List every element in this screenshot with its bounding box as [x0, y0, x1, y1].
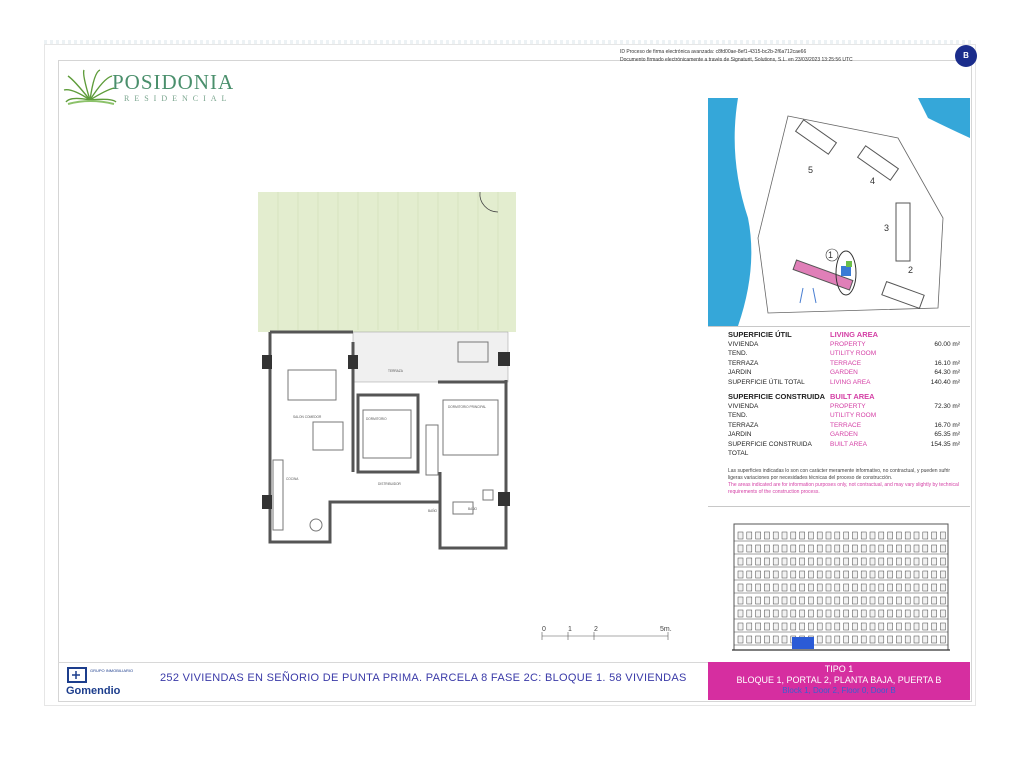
facade-window [835, 636, 840, 643]
facade-window [800, 558, 805, 565]
facade-window [852, 610, 857, 617]
areas-table [728, 330, 960, 459]
garden-area [258, 192, 516, 332]
facade-window [764, 623, 769, 630]
facade-window [914, 610, 919, 617]
facade-window [826, 636, 831, 643]
facade-window [782, 571, 787, 578]
facade-window [808, 623, 813, 630]
facade-window [888, 610, 893, 617]
scale-tick-1: 1 [568, 626, 572, 633]
scale-tick-2: 2 [594, 626, 598, 633]
facade-window [888, 623, 893, 630]
facade-window [852, 532, 857, 539]
facade-window [940, 636, 945, 643]
brand-name: POSIDONIA [112, 70, 235, 94]
facade-window [747, 571, 752, 578]
site-number-5: 5 [808, 165, 814, 175]
facade-window [852, 597, 857, 604]
facade-window [817, 584, 822, 591]
facade-window [914, 545, 919, 552]
facade-window [914, 558, 919, 565]
facade-window [879, 571, 884, 578]
facade-window [844, 597, 849, 604]
facade-window [835, 623, 840, 630]
facade-window [835, 584, 840, 591]
facade-window [791, 558, 796, 565]
facade-window [870, 636, 875, 643]
facade-window [738, 532, 743, 539]
facade-window [764, 597, 769, 604]
facade-window [773, 610, 778, 617]
divider-building [708, 506, 970, 507]
facade-window [764, 610, 769, 617]
facade-window [800, 597, 805, 604]
facade-window [861, 636, 866, 643]
company-sub: GRUPO INMOBILIARIO [90, 668, 134, 673]
facade-window [791, 584, 796, 591]
facade-window [932, 636, 937, 643]
facade-window [738, 623, 743, 630]
facade-window [923, 636, 928, 643]
facade-window [940, 584, 945, 591]
facade-window [923, 532, 928, 539]
facade-window [923, 597, 928, 604]
facade-window [923, 610, 928, 617]
facade-window [940, 623, 945, 630]
facade-window [896, 610, 901, 617]
facade-window [791, 545, 796, 552]
built-row: SUPERFICIE CONSTRUIDA TOTAL BUILT AREA 154.35 m² [728, 440, 960, 457]
signature-info [620, 48, 950, 64]
facade-window [861, 571, 866, 578]
util-row: VIVIENDA PROPERTY 60.00 m² [728, 340, 960, 348]
facade-window [826, 571, 831, 578]
facade-window [923, 558, 928, 565]
facade-window [932, 623, 937, 630]
facade-window [923, 545, 928, 552]
facade-window [835, 571, 840, 578]
built-row: VIVIENDA PROPERTY 72.30 m² [728, 402, 960, 410]
divider-site [708, 326, 970, 327]
facade-window [791, 610, 796, 617]
built-row: TERRAZA TERRACE 16.70 m² [728, 421, 960, 429]
built-header: SUPERFICIE CONSTRUIDA BUILT AREA [728, 392, 875, 401]
facade-window [800, 571, 805, 578]
facade-window [782, 584, 787, 591]
facade-window [835, 532, 840, 539]
facade-window [932, 584, 937, 591]
facade-window [844, 610, 849, 617]
facade-window [773, 623, 778, 630]
facade-window [817, 623, 822, 630]
facade-window [932, 571, 937, 578]
facade-window [896, 584, 901, 591]
facade-window [756, 571, 761, 578]
facade-window [844, 571, 849, 578]
facade-window [756, 532, 761, 539]
facade-window [782, 558, 787, 565]
disclaimer-note [728, 468, 964, 496]
facade-window [808, 558, 813, 565]
footer-project-text: 252 VIVIENDAS EN SEÑORIO DE PUNTA PRIMA. PARCELA 8 FASE 2C: BLOQUE 1. 58 VIVIENDAS [160, 672, 687, 684]
facade-window [870, 532, 875, 539]
facade-window [826, 610, 831, 617]
facade-window [940, 610, 945, 617]
facade-window [914, 584, 919, 591]
facade-window [773, 597, 778, 604]
facade-window [747, 545, 752, 552]
facade-window [896, 532, 901, 539]
terrace-area [353, 332, 508, 382]
facade-window [791, 571, 796, 578]
facade-window [747, 584, 752, 591]
facade-window [773, 636, 778, 643]
facade-window [808, 545, 813, 552]
facade-window [888, 558, 893, 565]
facade-window [773, 558, 778, 565]
scale-tick-0: 0 [542, 626, 546, 633]
facade-window [844, 558, 849, 565]
company-name: Gomendio [66, 685, 121, 697]
facade-window [782, 636, 787, 643]
facade-window [861, 532, 866, 539]
facade-window [870, 558, 875, 565]
facade-window [879, 545, 884, 552]
facade-window [905, 636, 910, 643]
facade-window [773, 532, 778, 539]
facade-window [791, 623, 796, 630]
facade-window [782, 532, 787, 539]
facade-window [888, 532, 893, 539]
facade-window [932, 532, 937, 539]
facade-window [896, 558, 901, 565]
tipo-location-en: Block 1, Door 2, Floor 0, Door B [782, 686, 896, 695]
facade-window [905, 623, 910, 630]
facade-window [817, 571, 822, 578]
facade-window [826, 623, 831, 630]
brand-subtitle: RESIDENCIAL [124, 94, 232, 103]
facade-window [940, 571, 945, 578]
site-plan [708, 98, 970, 326]
facade-window [844, 545, 849, 552]
facade-window [738, 610, 743, 617]
disclaimer-es: Las superficies indicadas lo son con carácter meramente informativo, no contractual, y pueden sufrir ligeras variaciones por necesidades técnicas del proceso de construcción. [728, 468, 951, 481]
facade-window [808, 610, 813, 617]
facade-window [773, 545, 778, 552]
facade-window [756, 597, 761, 604]
tipo-location: BLOQUE 1, PORTAL 2, PLANTA BAJA, PUERTA B [736, 675, 942, 685]
facade-window [808, 597, 813, 604]
facade-window [800, 623, 805, 630]
facade-window [852, 636, 857, 643]
label-dormitorio: DORMITORIO [366, 417, 387, 421]
facade-window [764, 545, 769, 552]
label-bano-2: BAÑO [468, 507, 478, 511]
facade-window [905, 545, 910, 552]
floor-plan [258, 190, 518, 560]
facade-window [905, 597, 910, 604]
facade-window [923, 584, 928, 591]
built-row: TEND. UTILITY ROOM [728, 412, 877, 419]
label-distribuidor: DISTRIBUIDOR [378, 482, 401, 486]
facade-window [738, 558, 743, 565]
facade-window [896, 571, 901, 578]
facade-window [905, 558, 910, 565]
facade-window [879, 610, 884, 617]
facade-window [914, 597, 919, 604]
util-row: SUPERFICIE ÚTIL TOTAL LIVING AREA 140.40 m² [728, 378, 960, 386]
facade-window [905, 584, 910, 591]
facade-window [738, 636, 743, 643]
facade-window [861, 558, 866, 565]
facade-window [888, 571, 893, 578]
facade-window [756, 584, 761, 591]
facade-window [852, 558, 857, 565]
facade-window [764, 636, 769, 643]
facade-window [861, 623, 866, 630]
site-number-3: 3 [884, 223, 890, 233]
facade-window [835, 610, 840, 617]
site-number-1: 1 [828, 250, 834, 260]
facade-window [808, 571, 813, 578]
facade-window [940, 597, 945, 604]
tipo-title: TIPO 1 [824, 664, 854, 674]
facade-window [870, 571, 875, 578]
facade-window [861, 597, 866, 604]
facade-window [923, 623, 928, 630]
disclaimer-en: The areas indicated are for information purposes only, not contractual, and may vary slightly by technical requirements of the construction process. [728, 482, 959, 495]
scale-tick-5: 5m. [660, 626, 672, 633]
facade-window [800, 532, 805, 539]
signaturit-badge: B [955, 45, 977, 67]
facade-window [879, 597, 884, 604]
signature-line-1: ID Proceso de firma electrónica avanzada: c8fd00ae-8ef1-4315-bc2b-2f6a712cae66 [620, 49, 807, 55]
facade-window [808, 532, 813, 539]
facade-window [817, 532, 822, 539]
facade-window [835, 597, 840, 604]
signature-line-2: Documento firmado electrónicamente a través de Signaturit, Solutions, S.L. en 23/03/2023 13:25:56 UTC [620, 57, 853, 63]
facade-window [756, 545, 761, 552]
facade-window [756, 610, 761, 617]
facade-window [738, 584, 743, 591]
facade-window [808, 584, 813, 591]
facade-window [817, 558, 822, 565]
facade-window [879, 532, 884, 539]
facade-window [914, 623, 919, 630]
facade-window [914, 532, 919, 539]
facade-window [764, 571, 769, 578]
site-number-2: 2 [908, 265, 914, 275]
facade-window [852, 584, 857, 591]
label-dormitorio-principal: DORMITORIO PRINCIPAL [448, 405, 487, 409]
facade-window [764, 532, 769, 539]
facade-window [791, 532, 796, 539]
facade-window [835, 558, 840, 565]
scale-bar [538, 618, 678, 648]
facade-window [923, 571, 928, 578]
facade-window [747, 623, 752, 630]
facade-window [932, 558, 937, 565]
facade-window [817, 597, 822, 604]
facade-window [870, 597, 875, 604]
facade-window [852, 623, 857, 630]
facade-window [826, 545, 831, 552]
facade-window [932, 597, 937, 604]
facade-window [764, 584, 769, 591]
util-row: JARDIN GARDEN 64.30 m² [728, 369, 960, 376]
facade-window [870, 584, 875, 591]
tipo-box [708, 662, 970, 700]
facade-window [782, 545, 787, 552]
facade-window [905, 571, 910, 578]
label-bano-1: BAÑO [428, 509, 438, 513]
facade-window [844, 584, 849, 591]
util-header: SUPERFICIE ÚTIL LIVING AREA [728, 330, 879, 339]
facade-window [861, 584, 866, 591]
facade-window [852, 571, 857, 578]
facade-window [888, 584, 893, 591]
facade-window [817, 610, 822, 617]
facade-window [756, 558, 761, 565]
facade-window [879, 636, 884, 643]
facade-window [861, 610, 866, 617]
facade-window [905, 532, 910, 539]
facade-window [896, 545, 901, 552]
facade-window [896, 597, 901, 604]
facade-window [826, 584, 831, 591]
label-cocina: COCINA [286, 477, 299, 481]
facade-window [844, 623, 849, 630]
facade-window [932, 610, 937, 617]
facade-window [888, 597, 893, 604]
facade-window [826, 558, 831, 565]
building-elevation [732, 522, 950, 654]
facade-window [817, 545, 822, 552]
facade-window [879, 623, 884, 630]
facade-window [870, 545, 875, 552]
facade-window [800, 610, 805, 617]
facade-window [800, 584, 805, 591]
facade-window [756, 623, 761, 630]
facade-window [940, 545, 945, 552]
facade-window [940, 558, 945, 565]
facade-window [764, 558, 769, 565]
facade-window [879, 558, 884, 565]
facade-window [914, 636, 919, 643]
facade-window [791, 597, 796, 604]
facade-window [879, 584, 884, 591]
util-row: TERRAZA TERRACE 16.10 m² [728, 359, 960, 367]
facade-window [826, 532, 831, 539]
facade-window [747, 636, 752, 643]
facade-window [905, 610, 910, 617]
facade-window [861, 545, 866, 552]
facade-window [844, 532, 849, 539]
built-row: JARDIN GARDEN 65.35 m² [728, 431, 960, 438]
facade-window [747, 558, 752, 565]
facade-window [896, 623, 901, 630]
facade-window [738, 571, 743, 578]
util-row: TEND. UTILITY ROOM [728, 350, 877, 357]
facade-window [747, 532, 752, 539]
facade-window [870, 610, 875, 617]
facade-window [747, 610, 752, 617]
facade-window [738, 597, 743, 604]
facade-window [738, 545, 743, 552]
facade-window [932, 545, 937, 552]
facade-window [773, 571, 778, 578]
facade-window [896, 636, 901, 643]
facade-window [888, 545, 893, 552]
facade-window [773, 584, 778, 591]
facade-window [826, 597, 831, 604]
facade-window [756, 636, 761, 643]
facade-window [835, 545, 840, 552]
label-salon: SALON COMEDOR [293, 415, 322, 419]
facade-window [914, 571, 919, 578]
facade-window [870, 623, 875, 630]
facade-window [940, 532, 945, 539]
facade-window [844, 636, 849, 643]
facade-window [888, 636, 893, 643]
facade-window [782, 610, 787, 617]
facade-window [852, 545, 857, 552]
site-number-4: 4 [870, 176, 876, 186]
facade-window [800, 545, 805, 552]
label-terraza: TERRAZA [388, 369, 403, 373]
facade-window [747, 597, 752, 604]
facade-window [782, 597, 787, 604]
facade-window [817, 636, 822, 643]
facade-window [782, 623, 787, 630]
